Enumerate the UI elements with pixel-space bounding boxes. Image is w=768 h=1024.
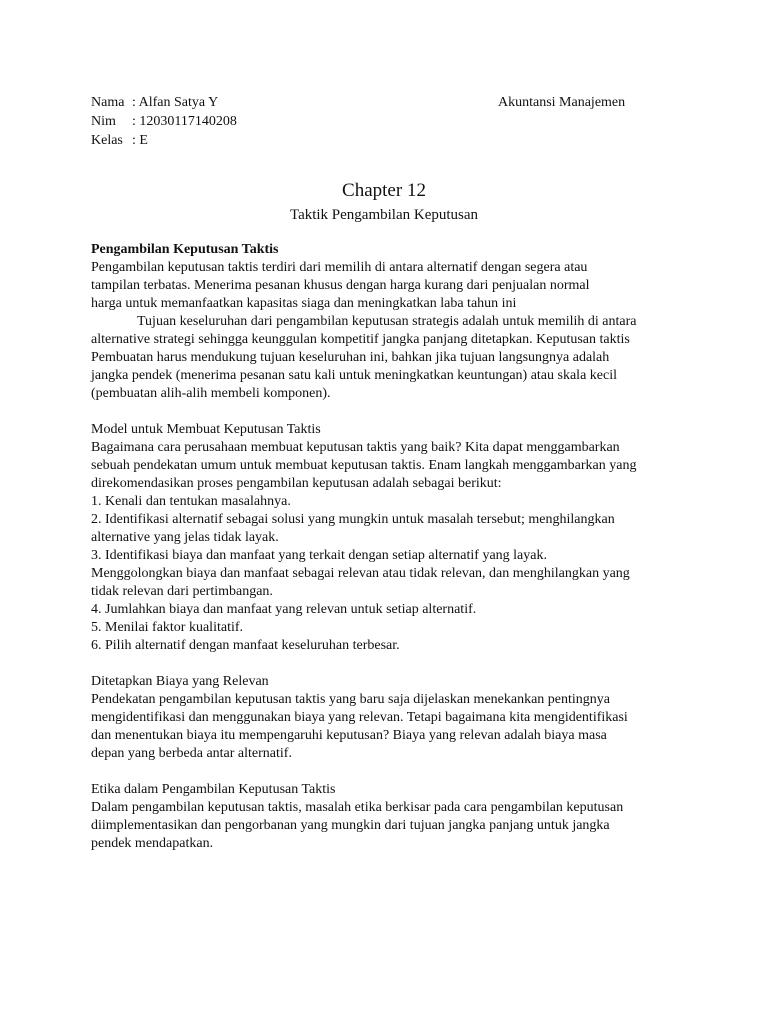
list-item: 1. Kenali dan tentukan masalahnya. xyxy=(91,494,291,509)
section-heading: Etika dalam Pengambilan Keputusan Taktis xyxy=(91,782,336,797)
course-name: Akuntansi Manajemen xyxy=(498,95,626,110)
paragraph-line: pendek mendapatkan. xyxy=(91,836,214,851)
paragraph-line: Bagaimana cara perusahaan membuat keputusan taktis yang baik? Kita dapat menggambarkan xyxy=(91,440,620,455)
name-label: Nama xyxy=(91,95,125,110)
list-item: 3. Identifikasi biaya dan manfaat yang terkait dengan setiap alternatif yang layak. xyxy=(91,548,547,563)
class-row xyxy=(91,131,651,150)
nim-label: Nim xyxy=(91,114,116,129)
paragraph-line: Dalam pengambilan keputusan taktis, masalah etika berkisar pada cara pengambilan keputusan xyxy=(91,800,624,815)
paragraph-gap xyxy=(91,655,691,673)
chapter-title: Chapter 12 xyxy=(342,180,426,201)
paragraph-line: Pembuatan harus mendukung tujuan keseluruhan ini, bahkan jika tujuan langsungnya adalah xyxy=(91,350,610,365)
paragraph-line: alternative strategi sehingga keunggulan kompetitif jangka panjang ditetapkan. Keputusan taktis xyxy=(91,332,630,347)
section-heading: Model untuk Membuat Keputusan Taktis xyxy=(91,422,321,437)
paragraph-line: Tujuan keseluruhan dari pengambilan keputusan strategis adalah untuk memilih di antara xyxy=(137,314,637,329)
nim-value: : 12030117140208 xyxy=(132,114,237,129)
paragraph-line: jangka pendek (menerima pesanan satu kali untuk meningkatkan keuntungan) atau skala kecil xyxy=(91,368,617,383)
paragraph-line: (pembuatan alih-alih membeli komponen). xyxy=(91,386,331,401)
section-heading: Ditetapkan Biaya yang Relevan xyxy=(91,674,269,689)
list-item-continued: tidak relevan dari pertimbangan. xyxy=(91,584,273,599)
paragraph-line: harga untuk memanfaatkan kapasitas siaga dan meningkatkan laba tahun ini xyxy=(91,296,517,311)
list-item: 6. Pilih alternatif dengan manfaat keseluruhan terbesar. xyxy=(91,638,400,653)
list-item: 2. Identifikasi alternatif sebagai solusi yang mungkin untuk masalah tersebut; menghilangkan xyxy=(91,512,615,527)
name-row xyxy=(91,93,651,112)
section-heading: Pengambilan Keputusan Taktis xyxy=(91,242,279,257)
paragraph-line: Pengambilan keputusan taktis terdiri dari memilih di antara alternatif dengan segera atau xyxy=(91,260,588,275)
paragraph-gap xyxy=(91,403,691,421)
paragraph-line: Pendekatan pengambilan keputusan taktis yang baru saja dijelaskan menekankan pentingnya xyxy=(91,692,611,707)
chapter-subtitle: Taktik Pengambilan Keputusan xyxy=(289,207,479,223)
paragraph-line: diimplementasikan dan pengorbanan yang mungkin dari tujuan jangka panjang untuk jangka xyxy=(91,818,610,833)
paragraph-gap xyxy=(91,763,691,781)
document-body xyxy=(91,241,691,853)
name-value: : Alfan Satya Y xyxy=(132,95,219,110)
paragraph-line: tampilan terbatas. Menerima pesanan khusus dengan harga kurang dari penjualan normal xyxy=(91,278,590,293)
nim-row xyxy=(91,112,651,131)
class-label: Kelas xyxy=(91,133,123,148)
paragraph-line: sebuah pendekatan umum untuk membuat keputusan taktis. Enam langkah menggambarkan yang xyxy=(91,458,637,473)
class-value: : E xyxy=(132,133,148,148)
paragraph-line: mengidentifikasi dan menggunakan biaya yang relevan. Tetapi bagaimana kita mengidentifikasi xyxy=(91,710,628,725)
list-item: 4. Jumlahkan biaya dan manfaat yang relevan untuk setiap alternatif. xyxy=(91,602,477,617)
paragraph-line: direkomendasikan proses pengambilan keputusan adalah sebagai berikut: xyxy=(91,476,502,491)
list-item-continued: Menggolongkan biaya dan manfaat sebagai relevan atau tidak relevan, dan menghilangkan yang xyxy=(91,566,630,581)
list-item: 5. Menilai faktor kualitatif. xyxy=(91,620,244,635)
student-info-header xyxy=(91,93,651,150)
paragraph-line: dan menentukan biaya itu mempengaruhi keputusan? Biaya yang relevan adalah biaya masa xyxy=(91,728,607,743)
list-item-continued: alternative yang jelas tidak layak. xyxy=(91,530,279,545)
paragraph-line: depan yang berbeda antar alternatif. xyxy=(91,746,292,761)
